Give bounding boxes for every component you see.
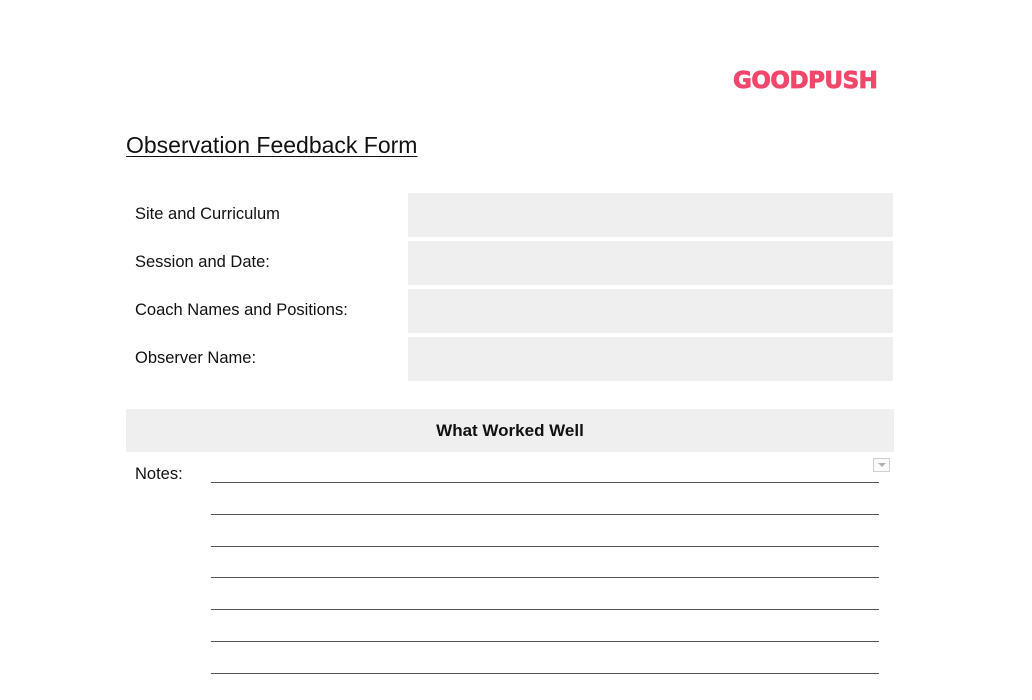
notes-dropdown-button[interactable] (873, 458, 890, 472)
notes-label: Notes: (135, 465, 183, 483)
field-label-session: Session and Date: (135, 253, 270, 271)
notes-line[interactable] (211, 641, 879, 642)
goodpush-logo: GOODPUSH (733, 68, 878, 94)
page-title: Observation Feedback Form (126, 132, 418, 158)
field-label-coach: Coach Names and Positions: (135, 301, 348, 319)
notes-line[interactable] (211, 609, 879, 610)
notes-line[interactable] (211, 546, 879, 547)
observer-name-field[interactable] (408, 337, 893, 381)
notes-line[interactable] (211, 577, 879, 578)
site-curriculum-field[interactable] (408, 193, 893, 237)
field-row-session (126, 241, 894, 285)
coach-names-field[interactable] (408, 289, 893, 333)
chevron-down-icon (877, 462, 887, 468)
section-heading-what-worked-well: What Worked Well (126, 409, 894, 452)
field-row-site (126, 193, 894, 237)
session-date-field[interactable] (408, 241, 893, 285)
field-row-observer (126, 337, 894, 381)
field-label-site: Site and Curriculum (135, 205, 280, 223)
notes-line[interactable] (211, 514, 879, 515)
field-row-coach (126, 289, 894, 333)
field-label-observer: Observer Name: (135, 349, 257, 367)
notes-line[interactable] (211, 482, 879, 483)
notes-line[interactable] (211, 673, 879, 674)
